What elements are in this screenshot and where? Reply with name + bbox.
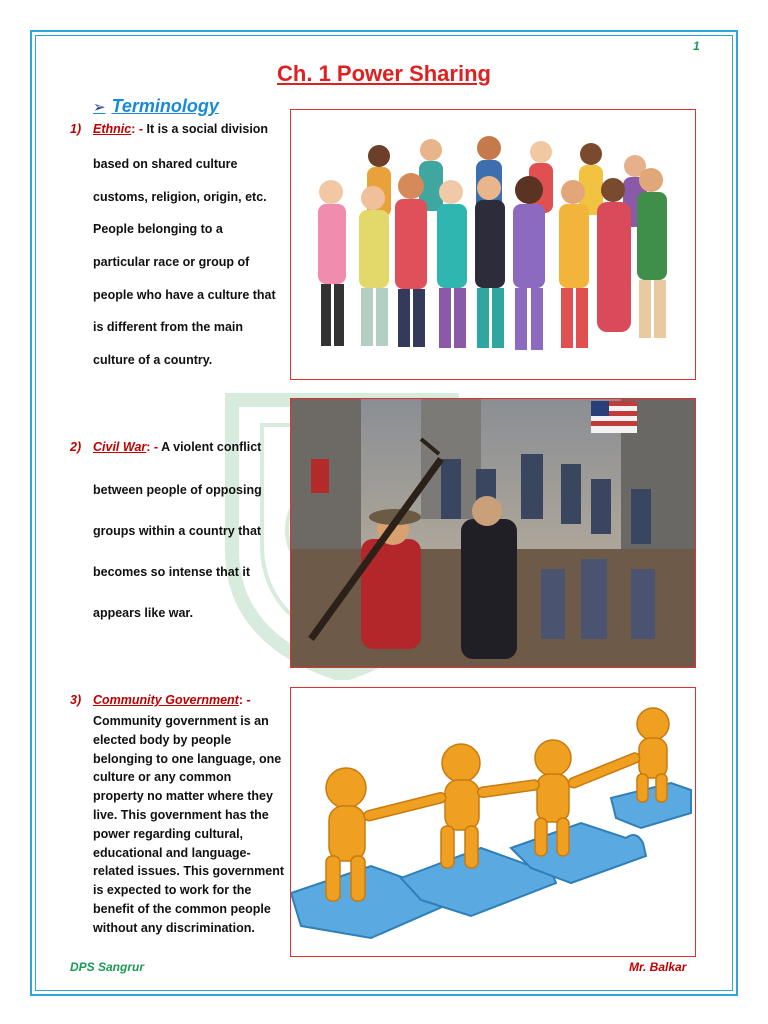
- page-title: Ch. 1 Power Sharing: [277, 61, 491, 86]
- term-number: 2): [70, 440, 82, 454]
- term-number: 3): [70, 693, 82, 707]
- term-separator: : -: [131, 122, 144, 136]
- term-ethnic-line: particular race or group of: [93, 255, 250, 269]
- term-civil-war-line: between people of opposing: [93, 483, 262, 497]
- section-heading-text: Terminology: [111, 96, 219, 116]
- figures-on-puzzle-pieces-image: [290, 687, 696, 957]
- term-civil-war-line: groups within a country that: [93, 524, 262, 538]
- term-name: Ethnic: [93, 122, 132, 136]
- term-ethnic-heading: [70, 122, 280, 136]
- footer-school-name: DPS Sangrur: [70, 960, 145, 974]
- term-separator: : -: [146, 440, 159, 454]
- term-ethnic-line: based on shared culture: [93, 157, 238, 171]
- term-community-government-heading: [70, 693, 285, 707]
- flag-red: [311, 459, 329, 493]
- term-ethnic-line: culture of a country.: [93, 353, 213, 367]
- flag-usa: [591, 401, 637, 433]
- page-number: 1: [693, 39, 700, 53]
- term-number: 1): [70, 122, 82, 136]
- section-heading: [93, 96, 219, 117]
- footer-teacher-name: Mr. Balkar: [629, 960, 687, 974]
- civil-war-battle-image: [290, 398, 696, 668]
- crowd-of-diverse-people-image: [290, 109, 696, 380]
- term-civil-war-line: appears like war.: [93, 606, 194, 620]
- term-community-government-definition: Community government is an elected body by people belonging to one language, one culture or any common property no matter where they live. This government has the power regarding cultural, educational and language-related issues. This government is expected to work for the benefit of the common people without any discrimination.: [93, 714, 285, 935]
- term-civil-war-line: becomes so intense that it: [93, 565, 250, 579]
- term-lead: A violent conflict: [161, 440, 262, 454]
- term-ethnic-line: People belonging to a: [93, 222, 223, 236]
- arrow-bullet-icon: ➢: [93, 99, 106, 116]
- term-ethnic-line: is different from the main: [93, 320, 244, 334]
- term-ethnic-line: customs, religion, origin, etc.: [93, 190, 267, 204]
- term-name: Civil War: [93, 440, 147, 454]
- term-ethnic-line: people who have a culture that: [93, 288, 276, 302]
- term-lead: It is a social division: [146, 122, 269, 136]
- term-separator: : -: [238, 693, 251, 707]
- term-name: Community Government: [93, 693, 239, 707]
- term-civil-war-heading: [70, 440, 280, 454]
- front-row-people: [318, 168, 667, 350]
